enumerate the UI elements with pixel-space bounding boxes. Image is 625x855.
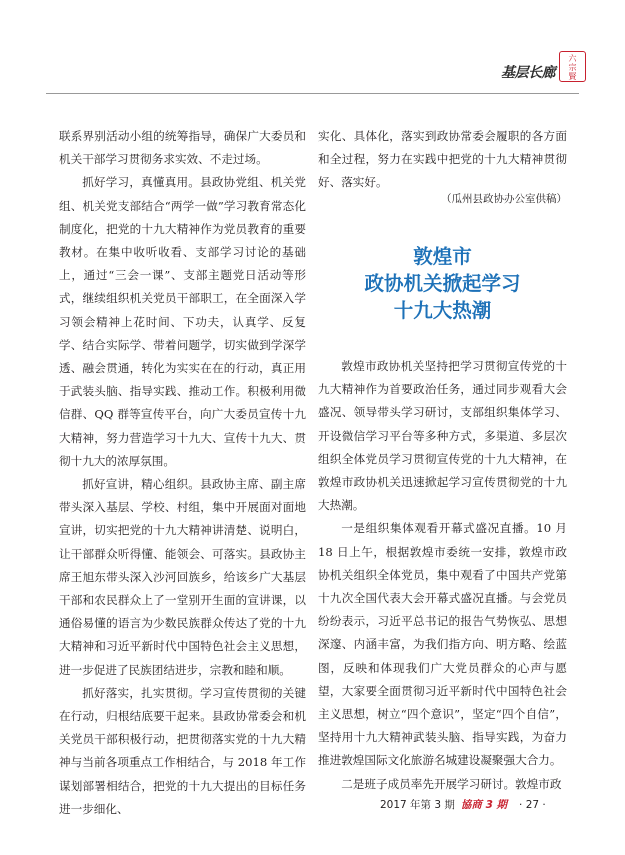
seal-char: 六 bbox=[568, 54, 577, 63]
left-paragraph-1: 联系界别活动小组的统筹指导，确保广大委员和机关干部学习贯彻务求实效、不走过场。 bbox=[59, 129, 306, 167]
article-title bbox=[318, 243, 567, 324]
magazine-seal-logo bbox=[559, 51, 586, 82]
title-line-3: 十九大热潮 bbox=[393, 299, 492, 322]
page-number: · 27 · bbox=[519, 799, 546, 811]
left-paragraph-3: 抓好宣讲，精心组织。县政协主席、副主席带头深入基层、学校、村组，集中开展面对面地宣讲，切实把党的十九大精神讲清楚、说明白，让干部群众听得懂、能领会、可落实。县政协主席王旭东带头深入沙河回族乡，给该乡广大基层干部和农民群众上了一堂别开生面的宣讲课，以通俗易懂的语言为少数民族群众传达了党的十九大精神和习近平新时代中国特色社会主义思想，进一步促进了民族团结进步，宗教和睦和顺。 bbox=[59, 477, 306, 677]
issue-label: 2017 年第 3 期 bbox=[380, 799, 455, 811]
title-line-2: 政协机关掀起学习 bbox=[364, 272, 521, 295]
article-paragraph-1: 敦煌市政协机关坚持把学习贯彻宣传党的十九大精神作为首要政治任务，通过同步观看大会盛况、领导带头学习研讨，支部组织集体学习、开设微信学习平台等多种方式，多渠道、多层次组织全体党员学习贯彻宣传党的十九大精神，在敦煌市政协机关迅速掀起学习宣传贯彻党的十九大热潮。 bbox=[318, 359, 567, 513]
article-paragraph-3: 二是班子成员率先开展学习研讨。敦煌市政 bbox=[341, 776, 562, 791]
left-paragraph-4: 抓好落实，扎实贯彻。学习宣传贯彻的关键在行动，归根结底要干起来。县政协常委会和机关党员干部积极行动，把贯彻落实党的十九大精神与当前各项重点工作相结合，与 2018 年工作谋划部署相结合，把党的十九大提出的目标任务进一步细化、 bbox=[59, 685, 306, 816]
article-body bbox=[318, 355, 567, 796]
magazine-name: 協商 3 期 bbox=[460, 799, 508, 811]
seal-char: 宗 bbox=[568, 63, 577, 72]
continuation-paragraph: 实化、具体化，落实到政协常委会履职的各方面和全过程，努力在实践中把党的十九大精神贯彻好、落实好。 bbox=[318, 129, 567, 190]
header-rule bbox=[46, 93, 579, 94]
seal-char: 賢 bbox=[568, 72, 577, 81]
right-column-continuation bbox=[318, 125, 567, 195]
left-column bbox=[59, 125, 306, 821]
page-footer bbox=[380, 797, 580, 812]
left-paragraph-2: 抓好学习，真懂真用。县政协党组、机关党组、机关党支部结合“两学一做”学习教育常态化制度化，把党的十九大精神作为党员教育的重要教材。在集中收听收看、支部学习讨论的基础上，通过“三会一课”、支部主题党日活动等形式，继续组织机关党员干部职工，在全面深入学习领会精神上花时间、下功夫，认真学、反复学、结合实际学、带着问题学，切实做到学深学透、融会贯通，转化为实实在在的行动，真正用于武装头脑、指导实践、推动工作。积极利用微信群、QQ 群等宣传平台，向广大委员宣传十九大精神，努力营造学习十九大、宣传十九大、贯彻十九大的浓厚氛围。 bbox=[59, 175, 306, 468]
column-name: 基层长廊 bbox=[501, 65, 555, 81]
title-line-1: 敦煌市 bbox=[413, 245, 472, 268]
article-source: （瓜州县政协办公室供稿） bbox=[441, 193, 567, 205]
article-paragraph-2: 一是组织集体观看开幕式盛况直播。10 月 18 日上午，根据敦煌市委统一安排，敦煌市政协机关组织全体党员，集中观看了中国共产党第十九次全国代表大会开幕式盛况直播。与会党员纷纷表示，习近平总书记的报告气势恢弘、思想深邃、内涵丰富，为我们指方向、明方略、绘蓝图，反映和体现我们广大党员群众的心声与愿望，大家要全面贯彻习近平新时代中国特色社会主义思想，树立“四个意识”，坚定“四个自信”，坚持用十九大精神武装头脑、指导实践，为奋力推进敦煌国际文化旅游名城建设凝聚强大合力。 bbox=[318, 521, 567, 768]
